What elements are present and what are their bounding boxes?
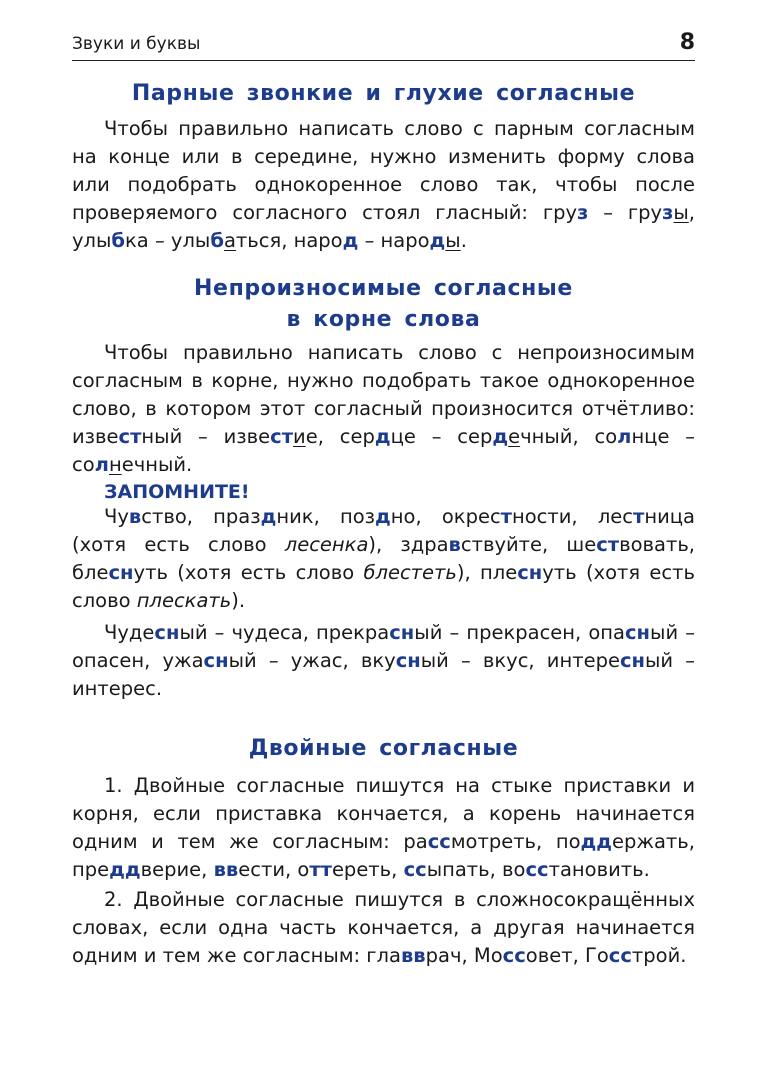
highlighted-letters: в (128, 505, 142, 528)
highlighted-letters: сс (403, 858, 427, 881)
heading-line: в корне слова (286, 307, 481, 332)
remember-label: ЗАПОМНИТЕ! (104, 481, 250, 503)
highlighted-letters: в (448, 533, 461, 556)
highlighted-letters: сс (525, 858, 549, 881)
italic-word: блестеть (363, 561, 457, 584)
paragraph-paired-consonants (72, 115, 695, 255)
highlighted-letters: вв (400, 944, 426, 967)
highlighted-letters: дд (580, 830, 613, 853)
highlighted-letters: сс (502, 944, 526, 967)
highlighted-letters: ст (596, 533, 620, 556)
paragraph-text: Чтобы правильно написать слово с парным согласным на конце или в середине, нужно изменить форму слова или подобрать однокоренное слово так, чтобы после проверяемого согласного стоял гласный: (72, 117, 695, 224)
underlined-letter: е (508, 425, 521, 448)
underlined-vowel: ы (673, 201, 689, 224)
highlighted-letters: сн (203, 649, 229, 672)
highlighted-letters: л (94, 453, 109, 476)
highlighted-letters: л (617, 425, 632, 448)
highlighted-letters: д (375, 505, 391, 528)
italic-word: плескать (136, 589, 232, 612)
highlighted-letters: сн (517, 561, 543, 584)
rule-1-paragraph: 1. Двойные согласные пишутся на стыке приставки и корня, если приставка кончается, а корень начинается одним и тем же согласным: рассмотреть, поддержать, преддверие, ввести, оттереть, ссыпать, восстановить. (72, 774, 695, 881)
underlined-letter: и (293, 425, 306, 448)
highlighted-letters: т (500, 505, 512, 528)
highlighted-letters: сн (619, 649, 645, 672)
remember-list-1: Чувство, праздник, поздно, окрестности, лестница (хотя есть слово лесенка), здравствуйте, шествовать, блеснуть (хотя есть слово блестеть), плеснуть (хотя есть слово плескать). (72, 505, 696, 612)
highlighted-letters: сн (108, 561, 134, 584)
highlighted-letters: д (342, 229, 359, 252)
underlined-vowel: а (223, 229, 236, 252)
highlighted-letters: тт (309, 858, 332, 881)
example-word-pairs: груз – грузы, улыбка – улыбаться, народ – народы. (72, 201, 695, 252)
highlighted-letters: сн (625, 621, 651, 644)
highlighted-letters: з (577, 201, 589, 224)
highlighted-letters: з (662, 201, 674, 224)
highlighted-letters: сс (427, 830, 451, 853)
underlined-vowel: ы (445, 229, 461, 252)
highlighted-letters: д (492, 425, 509, 448)
section-heading-double-consonants: Двойные согласные (248, 736, 519, 761)
highlighted-letters: сн (395, 649, 421, 672)
page-content (72, 78, 695, 970)
highlighted-letters: д (429, 229, 446, 252)
page-number: 8 (679, 30, 695, 55)
running-header (72, 30, 695, 61)
rule-2-paragraph: 2. Двойные согласные пишутся в сложносокращённых словах, если одна часть кончается, а другая начинается одним и тем же согласным: главврач, Моссовет, Госстрой. (72, 888, 695, 967)
highlighted-letters: сн (389, 621, 415, 644)
highlighted-letters: б (210, 229, 224, 252)
section-heading-paired-consonants: Парные звонкие и глухие согласные (131, 81, 636, 106)
example-word-pairs: известный – известие, сердце – сердечный, солнце – солнечный. (72, 425, 696, 476)
highlighted-letters: т (130, 425, 142, 448)
section-heading-silent-consonants (72, 273, 695, 335)
paragraph-text: Чтобы правильно написать слово с непроизносимым согласным в корне, нужно подобрать такое однокоренное слово, в котором этот согласный произносится отчётливо: (72, 341, 695, 420)
italic-word: лесенка (284, 533, 369, 556)
underlined-letter: н (108, 453, 122, 476)
highlighted-letters: дд (109, 858, 141, 881)
highlighted-letters: сн (154, 621, 180, 644)
highlighted-letters: д (260, 505, 277, 528)
highlighted-letters: с (118, 425, 131, 448)
paragraph-silent-consonants (72, 339, 695, 479)
highlighted-letters: д (374, 425, 391, 448)
highlighted-letters: сс (608, 944, 632, 967)
running-title: Звуки и буквы (72, 34, 201, 54)
highlighted-letters: т (281, 425, 294, 448)
highlighted-letters: б (111, 229, 126, 252)
highlighted-letters: т (633, 505, 645, 528)
heading-line: Непроизносимые согласные (194, 276, 573, 301)
highlighted-letters: с (270, 425, 282, 448)
highlighted-letters: вв (213, 858, 239, 881)
remember-list-2: Чудесный – чудеса, прекрасный – прекрасен, опасный – опасен, ужасный – ужас, вкусный – вкус, интересный – интерес. (72, 621, 695, 700)
